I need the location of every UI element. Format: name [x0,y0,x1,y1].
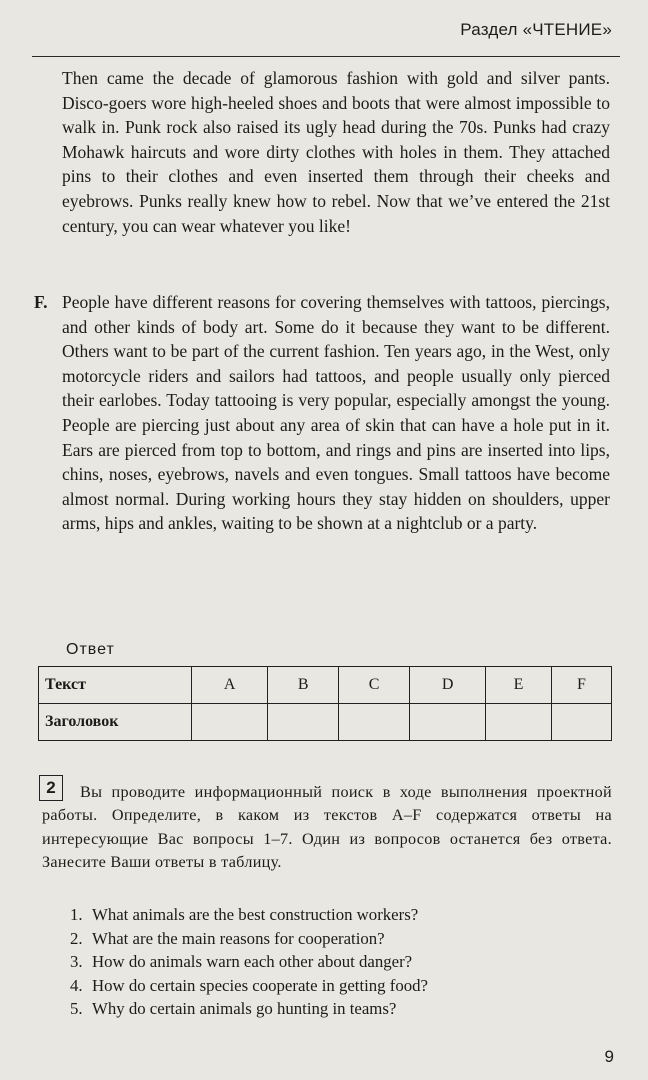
question-number: 5. [70,999,83,1019]
question-text: Why do certain animals go hunting in teams? [92,999,397,1019]
question-number: 3. [70,952,83,972]
list-item [70,927,610,951]
paragraph-f-letter: F. [34,292,48,312]
question-text: How do animals warn each other about danger? [92,952,413,972]
answer-table [38,666,612,741]
row-header-heading: Заголовок [39,704,192,741]
row-header-text: Текст [39,667,192,704]
column-header-d: D [410,667,486,704]
answer-cell-d[interactable] [410,704,486,741]
column-header-e: E [486,667,551,704]
column-header-f: F [551,667,611,704]
paragraph-e: Then came the decade of glamorous fashion with gold and silver pants. Disco-goers wore high-heeled shoes and boots that were almost impossible to walk in. Punk rock also raised its ugly head during the 70s. Punks had crazy Mohawk haircuts and wore dirty clothes with holes in them. They attached pins to their clothes and even inserted them through their cheeks and eyebrows. Punks really knew how to rebel. Now that we’ve entered the 21st century, you can wear whatever you like! [62,68,610,236]
column-header-b: B [268,667,339,704]
answer-cell-c[interactable] [339,704,410,741]
column-header-c: C [339,667,410,704]
table-row-text [39,667,612,704]
list-item [70,974,610,998]
column-header-a: A [192,667,268,704]
question-number: 2. [70,928,83,948]
answer-cell-a[interactable] [192,704,268,741]
task-number-badge: 2 [39,775,63,801]
task-instruction: Вы проводите информационный поиск в ходе выполнения проектной работы. Определите, в каком из текстов A–F содержатся ответы на интересующие Вас вопросы 1–7. Один из вопросов останется без ответа. Занесите Ваши ответы в таблицу. [42,783,612,872]
paragraph-f: People have different reasons for covering themselves with tattoos, piercings, and other kinds of body art. Some do it because they want to be different. Others want to be part of the current fashion. Ten years ago, in the West, only motorcycle riders and sailors had tattoos, and people usually only pierced their earlobes. Today tattooing is very popular, especially amongst the young. People are piercing just about any area of skin that can have a hole put in it. Ears are pierced from top to bottom, and rings and pins are inserted into lips, chins, noses, eyebrows, navels and even tongues. Small tattoos have become almost normal. During working hours they stay hidden on shoulders, upper arms, hips and ankles, waiting to be shown at a nightclub or a party. [62,292,610,534]
question-list [70,903,610,1021]
question-text: What are the main reasons for cooperation? [92,928,385,948]
list-item [70,997,610,1021]
header-divider [32,56,620,57]
table-row-heading [39,704,612,741]
answer-cell-e[interactable] [486,704,551,741]
question-number: 1. [70,905,83,924]
question-text: How do certain species cooperate in getting food? [92,975,428,995]
answer-label: Ответ [66,641,115,658]
list-item [70,903,610,927]
question-text: What animals are the best construction workers? [92,905,419,924]
list-item [70,950,610,974]
question-number: 4. [70,975,83,995]
page-number: 9 [604,1047,614,1066]
section-title: Раздел «ЧТЕНИЕ» [460,20,612,39]
answer-cell-f[interactable] [551,704,611,741]
answer-cell-b[interactable] [268,704,339,741]
